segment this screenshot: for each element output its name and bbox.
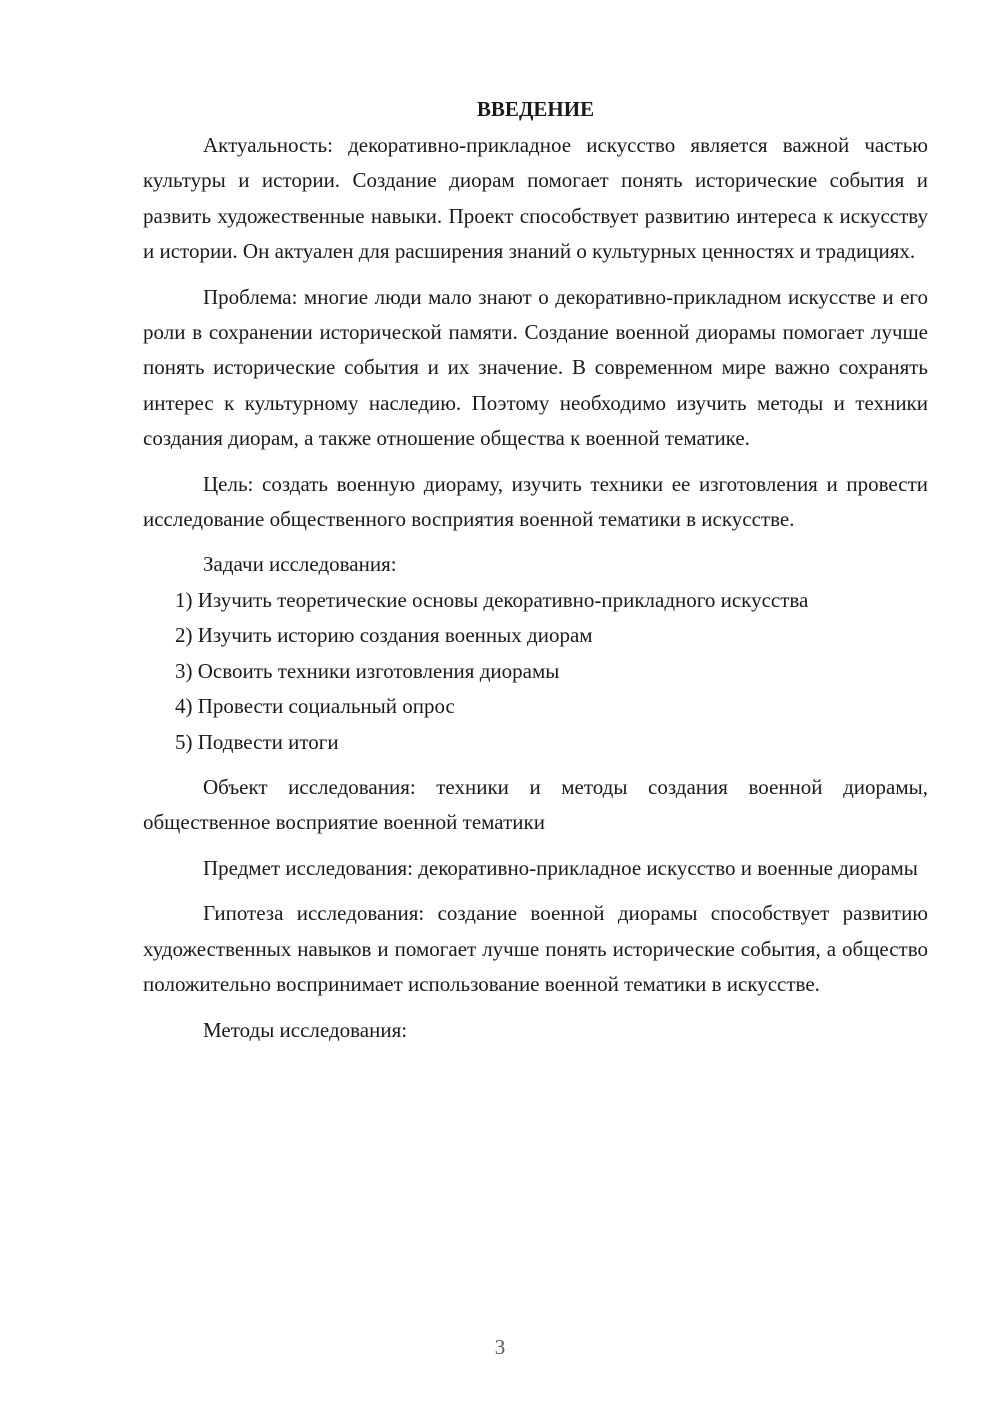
tasks-heading: Задачи исследования: <box>203 552 397 577</box>
methods-paragraph: Методы исследования: <box>203 1018 408 1043</box>
document-page <box>143 92 928 1049</box>
list-item: 3) Освоить техники изготовления диорамы <box>175 658 560 683</box>
problem-paragraph: Проблема: многие люди мало знают о декоративно-прикладном искусстве и его роли в сохранении исторической памяти. Создание военной диорамы помогает лучше понять исторические события и их значение. В современном мире важно сохранять интерес к культурному наследию. Поэтому необходимо изучить методы и техники создания диорам, а также отношение общества к военной тематике. <box>143 284 928 451</box>
list-item: 2) Изучить историю создания военных диорам <box>175 623 593 648</box>
list-item: 5) Подвести итоги <box>175 729 339 754</box>
tasks-list <box>143 583 928 760</box>
list-item: 1) Изучить теоретические основы декоративно-прикладного искусства <box>175 587 809 612</box>
hypothesis-paragraph: Гипотеза исследования: создание военной диорамы способствует развитию художественных навыков и помогает лучше понять исторические события, а общество положительно воспринимает использование военной тематики в искусстве. <box>143 901 928 996</box>
subject-paragraph: Предмет исследования: декоративно-прикладное искусство и военные диорамы <box>203 855 918 880</box>
object-paragraph: Объект исследования: техники и методы создания военной диорамы, общественное восприятие военной тематики <box>143 774 928 835</box>
goal-paragraph: Цель: создать военную диораму, изучить техники ее изготовления и провести исследование общественного восприятия военной тематики в искусстве. <box>143 471 928 532</box>
page-title: ВВЕДЕНИЕ <box>476 97 595 121</box>
page-number: 3 <box>494 1335 506 1359</box>
relevance-paragraph: Актуальность: декоративно-прикладное искусство является важной частью культуры и истории. Создание диорам помогает понять исторические события и развить художественные навыки. Проект способствует развитию интереса к искусству и истории. Он актуален для расширения знаний о культурных ценностях и традициях. <box>143 133 928 264</box>
list-item: 4) Провести социальный опрос <box>175 694 455 719</box>
